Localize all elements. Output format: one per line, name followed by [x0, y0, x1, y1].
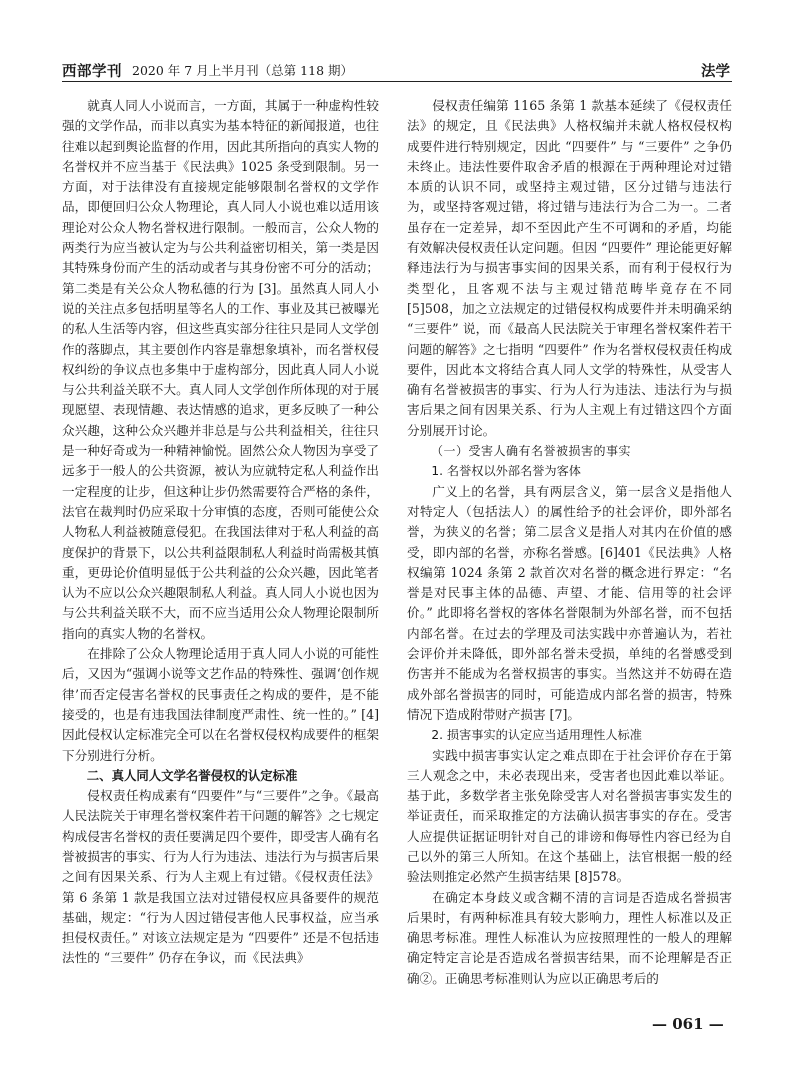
- paragraph: 在确定本身歧义或含糊不清的言词是否造成名誉损害后果时，有两种标准具有较大影响力，理性人标准以及正确思考标准。理性人标准认为应按照理性的一般人的理解确定特定言论是否造成名誉损害结果，而不论理解是否正确②。正确思考标准则认为应以正确思考后的: [407, 889, 732, 986]
- issue-info: 2020 年 7 月上半月刊（总第 118 期）: [132, 63, 353, 78]
- paragraph: 侵权责任编第 1165 条第 1 款基本延续了《侵权责任法》的规定，且《民法典》人格权编并未就人格权侵权构成要件进行特别规定，因此 “四要件” 与 “三要件” 之争仍未终止。违法性要件取舍矛盾的根源在于两种理论对过错本质的认识不同，或坚持主观过错，区分过错与违法行为，或坚持客观过错，将过错与违法行为合二为一。二者虽存在一定差异，却不至因此产生不可调和的矛盾，均能有效解决侵权责任认定问题。但因 “四要件” 理论能更好解释违法行为与损害事实间的因果关系，而有利于侵权行为类型化，且客观不法与主观过错范畴毕竟存在不同 [5]508，加之立法规定的过错侵权构成要件并未明确采纳 “三要件” 说，而《最高人民法院关于审理名誉权案件若干问题的解答》之七指明 “四要件” 作为名誉权侵权责任构成要件，因此本文将结合真人同人文学的特殊性，从受害人确有名誉被损害的事实、行为人行为违法、违法行为与损害后果之间有因果关系、行为人主观上有过错这四个方面分别展开讨论。: [407, 98, 732, 438]
- paragraph: 就真人同人小说而言，一方面，其属于一种虚构性较强的文学作品，而非以真实为基本特征的新闻报道，也往往难以起到舆论监督的作用，因此其所指向的真实人物的名誉权并不应当基于《民法典》1025 条受到限制。另一方面，对于法律没有直接规定能够限制名誉权的文学作品，即便回归公众人物理论，真人同人小说也难以适用该理论对公众人物名誉权进行限制。一般而言，公众人物的两类行为应当被认定为与公共利益密切相关，第一类是因其特殊身份而产生的活动或者与其身份密不可分的活动；第二类是有关公众人物私德的行为 [3]。虽然真人同人小说的关注点多包括明星等名人的工作、事业及其已被曝光的私人生活等内容，但这些真实部分往往只是同人文学创作的落脚点，其主要创作内容是靠想象填补，而名誉权侵权纠纷的争议点也多集中于虚构部分，因此真人同人小说与公共利益关联不大。真人同人文学创作所体现的对于展现愿望、表现情趣、表达情感的追求，更多反映了一种公众兴趣，这种公众兴趣并非总是与公共利益相关，往往只是一种好奇或为一种精神愉悦。固然公众人物因为享受了远多于一般人的公共资源，被认为应就特定私人利益作出一定程度的让步，但这种让步仍然需要符合严格的条件，法官在裁判时仍应采取十分审慎的态度，否则可能使公众人物私人利益被随意侵犯。在我国法律对于私人利益的高度保护的背景下，以公共利益限制私人利益时尚需极其慎重，更毋论价值明显低于公共利益的公众兴趣，因此笔者认为不应以公众兴趣限制私人利益。真人同人小说也因为与公共利益关联不大，而不应当适用公众人物理论限制所指向的真实人物的名誉权。: [62, 98, 379, 641]
- section-heading: 二、真人同人文学名誉侵权的认定标准: [86, 767, 298, 783]
- paragraph: 广义上的名誉，具有两层含义，第一层含义是指他人对特定人（包括法人）的属性给予的社会评价，即外部名誉，为狭义的名誉；第二层含义是指人对其内在价值的感受，即内部的名誉，亦称名誉感。[6]401《民法典》人格权编第 1024 条第 2 款首次对名誉的概念进行界定：“名誉是对民事主体的品德、声望、才能、信用等的社会评价。” 此即将名誉权的客体名誉限制为外部名誉，而不包括内部名誉。在过去的学理及司法实践中亦普遍认为，若社会评价并未降低，即外部名誉未受损，单纯的名誉感受到伤害并不能成为名誉权损害的事实。当然这并不妨碍在造成外部名誉损害的同时，可能造成内部名誉的损害，特殊情况下造成附带财产损害 [7]。: [407, 483, 732, 722]
- numbered-heading: 2. 损害事实的认定应当适用理性人标准: [431, 728, 642, 743]
- journal-logo: 西部学刊: [62, 63, 122, 80]
- left-column: [62, 96, 379, 969]
- running-header: [62, 58, 732, 80]
- right-column: [407, 96, 732, 989]
- page-number: — 061 —: [652, 1015, 724, 1033]
- header-rule: [62, 81, 732, 82]
- section-tag: 法学: [701, 63, 730, 80]
- numbered-heading: 1. 名誉权以外部名誉为客体: [431, 464, 581, 479]
- paragraph: 侵权责任构成素有“四要件”与“三要件”之争。《最高人民法院关于审理名誉权案件若干问题的解答》之七规定构成侵害名誉权的责任要满足四个要件，即受害人确有名誉被损害的事实、行为人行为违法、违法行为与损害后果之间有因果关系、行为人主观上有过错。《侵权责任法》第 6 条第 1 款是我国立法对过错侵权应具备要件的规范基础，规定：“行为人因过错侵害他人民事权益，应当承担侵权责任。” 对该立法规定是为 “四要件” 还是不包括违法性的 “三要件” 仍存在争议，而《民法典》: [62, 788, 379, 966]
- paragraph: 在排除了公众人物理论适用于真人同人小说的可能性后，又因为“强调小说等文艺作品的特殊性、强调‘创作规律’而否定侵害名誉权的民事责任之构成的要件，是不能接受的，也是有违我国法律制度严肃性、统一性的。” [4] 因此侵权认定标准完全可以在名誉权侵权构成要件的框架下分别进行分析。: [62, 646, 379, 763]
- paragraph: 实践中损害事实认定之难点即在于社会评价存在于第三人观念之中，未必表现出来，受害者也因此难以举证。基于此，多数学者主张免除受害人对名誉损害事实发生的举证责任，而采取推定的方法确认损害事实的存在。受害人应提供证据证明针对自己的诽谤和侮辱性内容已经为自己以外的第三人所知。在这个基础上，法官根据一般的经验法则推定必然产生损害结果 [8]578。: [407, 747, 732, 885]
- subsection-heading: （一）受害人确有名誉被损害的事实: [431, 444, 632, 459]
